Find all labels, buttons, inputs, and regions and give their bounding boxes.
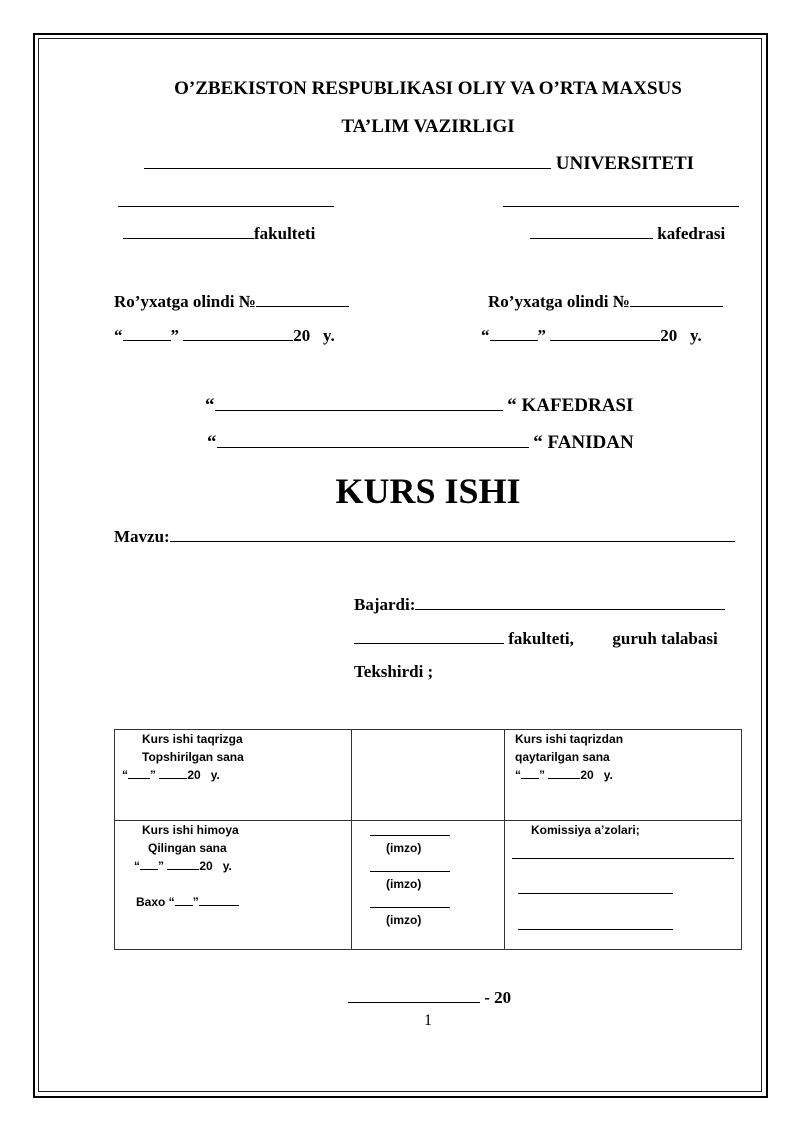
grade-word-blank[interactable] <box>199 904 239 906</box>
month-blank[interactable] <box>548 777 580 779</box>
review-submitted-title: Kurs ishi taqrizga <box>142 732 243 746</box>
year-suffix: y. <box>210 768 220 782</box>
faculty-line <box>123 224 315 244</box>
ministry-line-1: O’ZBEKISTON RESPUBLIKASI OLIY VA O’RTA MAXSUS <box>174 78 682 99</box>
quote-close: ” <box>192 895 199 909</box>
quote-open: “ <box>114 326 123 345</box>
signature-label: (imzo) <box>386 841 422 855</box>
performed-label: Bajardi: <box>354 595 416 614</box>
department-name-blank-top[interactable] <box>503 206 739 207</box>
defense-date <box>134 859 232 873</box>
table-divider <box>114 820 742 821</box>
department-title-blank[interactable] <box>215 409 503 411</box>
quote-close: ” <box>170 326 179 345</box>
registration-label: Ro’yxatga olindi № <box>114 292 256 311</box>
day-blank[interactable] <box>140 868 158 870</box>
quote-open: “ <box>481 326 490 345</box>
year-suffix: y. <box>323 326 335 345</box>
commission-member-blank[interactable] <box>518 929 673 930</box>
year-prefix: 20 <box>187 768 201 782</box>
review-submitted-subtitle: Topshirilgan sana <box>142 750 244 764</box>
registration-number-blank[interactable] <box>256 305 349 307</box>
faculty-suffix: fakulteti <box>254 224 316 243</box>
university-suffix: UNIVERSITETI <box>555 153 695 174</box>
commission-label: Komissiya a’zolari; <box>531 823 640 837</box>
faculty-name-blank[interactable] <box>123 237 254 239</box>
month-blank[interactable] <box>183 339 293 341</box>
year-prefix: 20 <box>293 326 311 345</box>
topic-line <box>114 527 735 547</box>
year-prefix: 20 <box>580 768 594 782</box>
signature-blank[interactable] <box>370 835 450 836</box>
commission-member-blank[interactable] <box>512 858 734 859</box>
document-title: KURS ISHI <box>335 471 521 511</box>
department-suffix: kafedrasi <box>657 224 726 243</box>
registration-date-right <box>481 326 702 346</box>
department-title-line <box>205 395 633 417</box>
faculty-name-blank-top[interactable] <box>118 206 334 207</box>
topic-label: Mavzu: <box>114 527 170 546</box>
quote-close: ” <box>537 326 546 345</box>
quote-close: ” <box>150 768 156 782</box>
department-line <box>530 224 725 244</box>
month-blank[interactable] <box>550 339 660 341</box>
footer-year: - 20 <box>484 988 512 1007</box>
topic-blank[interactable] <box>170 540 735 542</box>
quote-open: “ <box>122 768 128 782</box>
quote-open: “ <box>207 432 217 453</box>
registration-number-blank[interactable] <box>630 305 723 307</box>
quote-close: ” <box>158 859 164 873</box>
year-suffix: y. <box>222 859 232 873</box>
table-divider <box>504 729 505 950</box>
defense-title: Kurs ishi himoya <box>142 823 239 837</box>
checked-by-label: Tekshirdi ; <box>354 662 434 681</box>
subject-title-line <box>207 432 634 454</box>
year-suffix: y. <box>603 768 613 782</box>
student-faculty-line <box>354 629 718 649</box>
registration-right <box>488 292 723 312</box>
ministry-line-2: TA’LIM VAZIRLIGI <box>341 116 515 137</box>
signature-blank[interactable] <box>370 907 450 908</box>
grade-line <box>136 895 239 909</box>
defense-subtitle: Qilingan sana <box>148 841 227 855</box>
year-suffix: y. <box>690 326 702 345</box>
review-returned-date <box>515 768 613 782</box>
day-blank[interactable] <box>490 339 538 341</box>
registration-label: Ro’yxatga olindi № <box>488 292 630 311</box>
year-prefix: 20 <box>660 326 678 345</box>
year-prefix: 20 <box>199 859 213 873</box>
department-name-blank[interactable] <box>530 237 653 239</box>
quote-open: “ <box>205 395 215 416</box>
subject-label: “ FANIDAN <box>533 432 634 453</box>
performed-line <box>354 595 725 615</box>
quote-open: “ <box>134 859 140 873</box>
university-line <box>144 153 694 175</box>
grade-number-blank[interactable] <box>175 904 193 906</box>
page-number: 1 <box>424 1012 432 1029</box>
student-faculty-label: fakulteti, <box>508 629 574 648</box>
review-returned-title: Kurs ishi taqrizdan <box>515 732 624 746</box>
city-blank[interactable] <box>348 1001 480 1003</box>
signature-label: (imzo) <box>386 913 422 927</box>
performed-by-blank[interactable] <box>415 608 725 610</box>
quote-open: “ <box>515 768 521 782</box>
student-faculty-blank[interactable] <box>354 642 504 644</box>
department-label: “ KAFEDRASI <box>507 395 634 416</box>
review-submitted-date <box>122 768 220 782</box>
review-returned-subtitle: qaytarilgan sana <box>515 750 610 764</box>
month-blank[interactable] <box>167 868 199 870</box>
signature-label: (imzo) <box>386 877 422 891</box>
day-blank[interactable] <box>128 777 150 779</box>
grade-label: Baxo “ <box>136 895 175 909</box>
table-divider <box>351 729 352 950</box>
day-blank[interactable] <box>521 777 539 779</box>
month-blank[interactable] <box>159 777 187 779</box>
day-blank[interactable] <box>123 339 171 341</box>
university-name-blank[interactable] <box>144 167 551 169</box>
quote-close: ” <box>539 768 545 782</box>
signature-blank[interactable] <box>370 871 450 872</box>
registration-left <box>114 292 349 312</box>
subject-title-blank[interactable] <box>217 446 529 448</box>
registration-date-left <box>114 326 335 346</box>
footer-city-year <box>348 988 511 1008</box>
commission-member-blank[interactable] <box>518 893 673 894</box>
group-label: guruh talabasi <box>612 629 718 648</box>
